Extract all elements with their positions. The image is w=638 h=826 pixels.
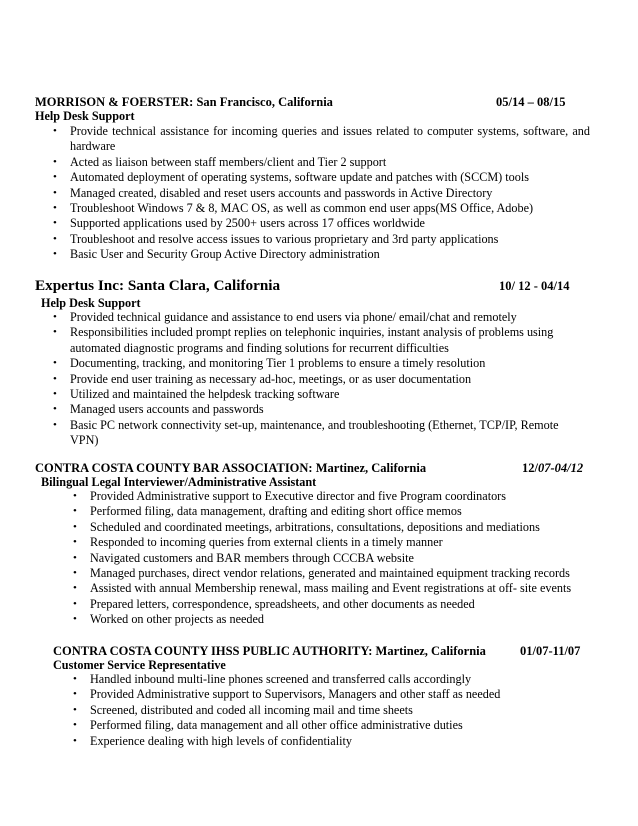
bullet-icon: • xyxy=(73,505,77,518)
bullet-icon: • xyxy=(73,703,77,716)
list-item: • Handled inbound multi-line phones screened and transferred calls accordingly xyxy=(73,672,472,686)
list-item: • Scheduled and coordinated meetings, arbitrations, consultations, depositions and mediations xyxy=(73,519,540,534)
list-item: • Troubleshoot Windows 7 & 8, MAC OS, as well as common end user apps(MS Office, Adobe) xyxy=(53,201,534,216)
list-item: • Managed purchases, direct vendor relations, generated and maintained equipment tracking records xyxy=(73,566,570,581)
bullet-icon: • xyxy=(73,719,77,732)
bullet-icon: • xyxy=(73,536,77,549)
list-item: • Documenting, tracking, and monitoring Tier 1 problems to ensure a timely resolution xyxy=(53,356,486,371)
job-title: Help Desk Support xyxy=(35,109,135,123)
list-item: • Responsibilities included prompt replies on telephonic inquiries, instant analysis of problems using automated diagnostic programs and finding solutions for recurrent difficulties xyxy=(53,325,554,355)
company-name: Expertus Inc: Santa Clara, California xyxy=(35,277,281,294)
bullet-icon: • xyxy=(53,232,57,245)
list-item: • Provided Administrative support to Supervisors, Managers and other staff as needed xyxy=(73,687,501,702)
bullet-icon: • xyxy=(73,551,77,564)
list-item: • Screened, distributed and coded all incoming mail and time sheets xyxy=(73,702,413,717)
bullet-icon: • xyxy=(53,418,57,431)
bullet-icon: • xyxy=(53,217,57,230)
job-expertus xyxy=(35,277,590,449)
job-title: Bilingual Legal Interviewer/Administrative Assistant xyxy=(41,475,317,489)
bullet-icon: • xyxy=(73,734,77,747)
list-item: • Performed filing, data management and all other office administrative duties xyxy=(73,718,463,733)
job-header xyxy=(35,277,590,295)
bullet-icon: • xyxy=(53,311,57,323)
job-header xyxy=(53,644,588,658)
list-item: • Prepared letters, correspondence, spreadsheets, and other documents as needed xyxy=(73,596,475,611)
bullet-icon: • xyxy=(53,372,57,385)
list-item: • Worked on other projects as needed xyxy=(73,612,264,627)
bullet-icon: • xyxy=(53,388,57,401)
bullet-icon: • xyxy=(53,171,57,184)
job-header xyxy=(35,461,590,475)
company-name: CONTRA COSTA COUNTY IHSS PUBLIC AUTHORITY: Martinez, California xyxy=(53,644,486,658)
list-item: • Acted as liaison between staff members/client and Tier 2 support xyxy=(53,154,387,169)
list-item: • Provided Administrative support to Executive director and five Program coordinators xyxy=(73,489,506,503)
list-item: • Performed filing, data management, drafting and editing short office memos xyxy=(73,504,462,519)
list-item: • Experience dealing with high levels of confidentiality xyxy=(73,733,352,748)
job-morrison-foerster xyxy=(35,95,590,263)
job-title: Customer Service Representative xyxy=(53,658,226,672)
job-dates: 12/07-04/12 xyxy=(522,461,584,475)
bullet-icon: • xyxy=(53,186,57,199)
bullet-icon: • xyxy=(53,403,57,416)
job-title: Help Desk Support xyxy=(41,296,141,310)
list-item: • Responded to incoming queries from external clients in a timely manner xyxy=(73,535,443,550)
job-header xyxy=(35,95,590,109)
list-item: • Basic PC network connectivity set-up, maintenance, and troubleshooting (Ethernet, TCP/IP, Remote VPN) xyxy=(53,417,559,448)
duties-list xyxy=(53,124,590,263)
company-name: CONTRA COSTA COUNTY BAR ASSOCIATION: Martinez, California xyxy=(35,461,427,475)
bullet-icon: • xyxy=(73,490,77,502)
duties-list xyxy=(73,672,570,749)
list-item: • Provide end user training as necessary ad-hoc, meetings, or as user documentation xyxy=(53,371,472,386)
list-item: • Troubleshoot and resolve access issues to various proprietary and 3rd party applications xyxy=(53,231,499,246)
bullet-icon: • xyxy=(53,125,57,137)
company-name: MORRISON & FOERSTER: San Francisco, California xyxy=(35,95,333,109)
job-cccba xyxy=(35,461,590,628)
bullet-icon: • xyxy=(73,567,77,580)
bullet-icon: • xyxy=(73,597,77,610)
list-item: • Provide technical assistance for incoming queries and issues related to computer systems, software, and hardware xyxy=(53,124,590,154)
list-item: • Automated deployment of operating systems, software update and patches with (SCCM) tools xyxy=(53,170,529,185)
bullet-icon: • xyxy=(73,688,77,701)
list-item: • Utilized and maintained the helpdesk tracking software xyxy=(53,387,340,402)
list-item: • Managed created, disabled and reset users accounts and passwords in Active Directory xyxy=(53,185,493,200)
job-dates: 01/07-11/07 xyxy=(520,644,581,658)
bullet-icon: • xyxy=(73,673,77,685)
bullet-icon: • xyxy=(53,155,57,168)
list-item: • Assisted with annual Membership renewal, mass mailing and Event registrations at off- site events xyxy=(73,581,572,596)
job-dates: 05/14 – 08/15 xyxy=(496,95,566,109)
bullet-icon: • xyxy=(53,357,57,370)
bullet-icon: • xyxy=(73,520,77,533)
duties-list xyxy=(53,310,575,449)
list-item: • Supported applications used by 2500+ users across 17 offices worldwide xyxy=(53,216,425,231)
bullet-icon: • xyxy=(73,613,77,626)
list-item: • Provided technical guidance and assistance to end users via phone/ email/chat and remotely xyxy=(53,310,517,324)
bullet-icon: • xyxy=(73,582,77,595)
job-dates: 10/ 12 - 04/14 xyxy=(499,279,570,293)
bullet-icon: • xyxy=(53,248,57,261)
bullet-icon: • xyxy=(53,202,57,215)
list-item: • Basic User and Security Group Active Directory administration xyxy=(53,247,380,262)
bullet-icon: • xyxy=(53,326,57,339)
job-ihss-public-authority xyxy=(53,644,588,749)
duties-list xyxy=(73,489,620,628)
list-item: • Navigated customers and BAR members through CCCBA website xyxy=(73,550,414,565)
list-item: • Managed users accounts and passwords xyxy=(53,402,264,417)
